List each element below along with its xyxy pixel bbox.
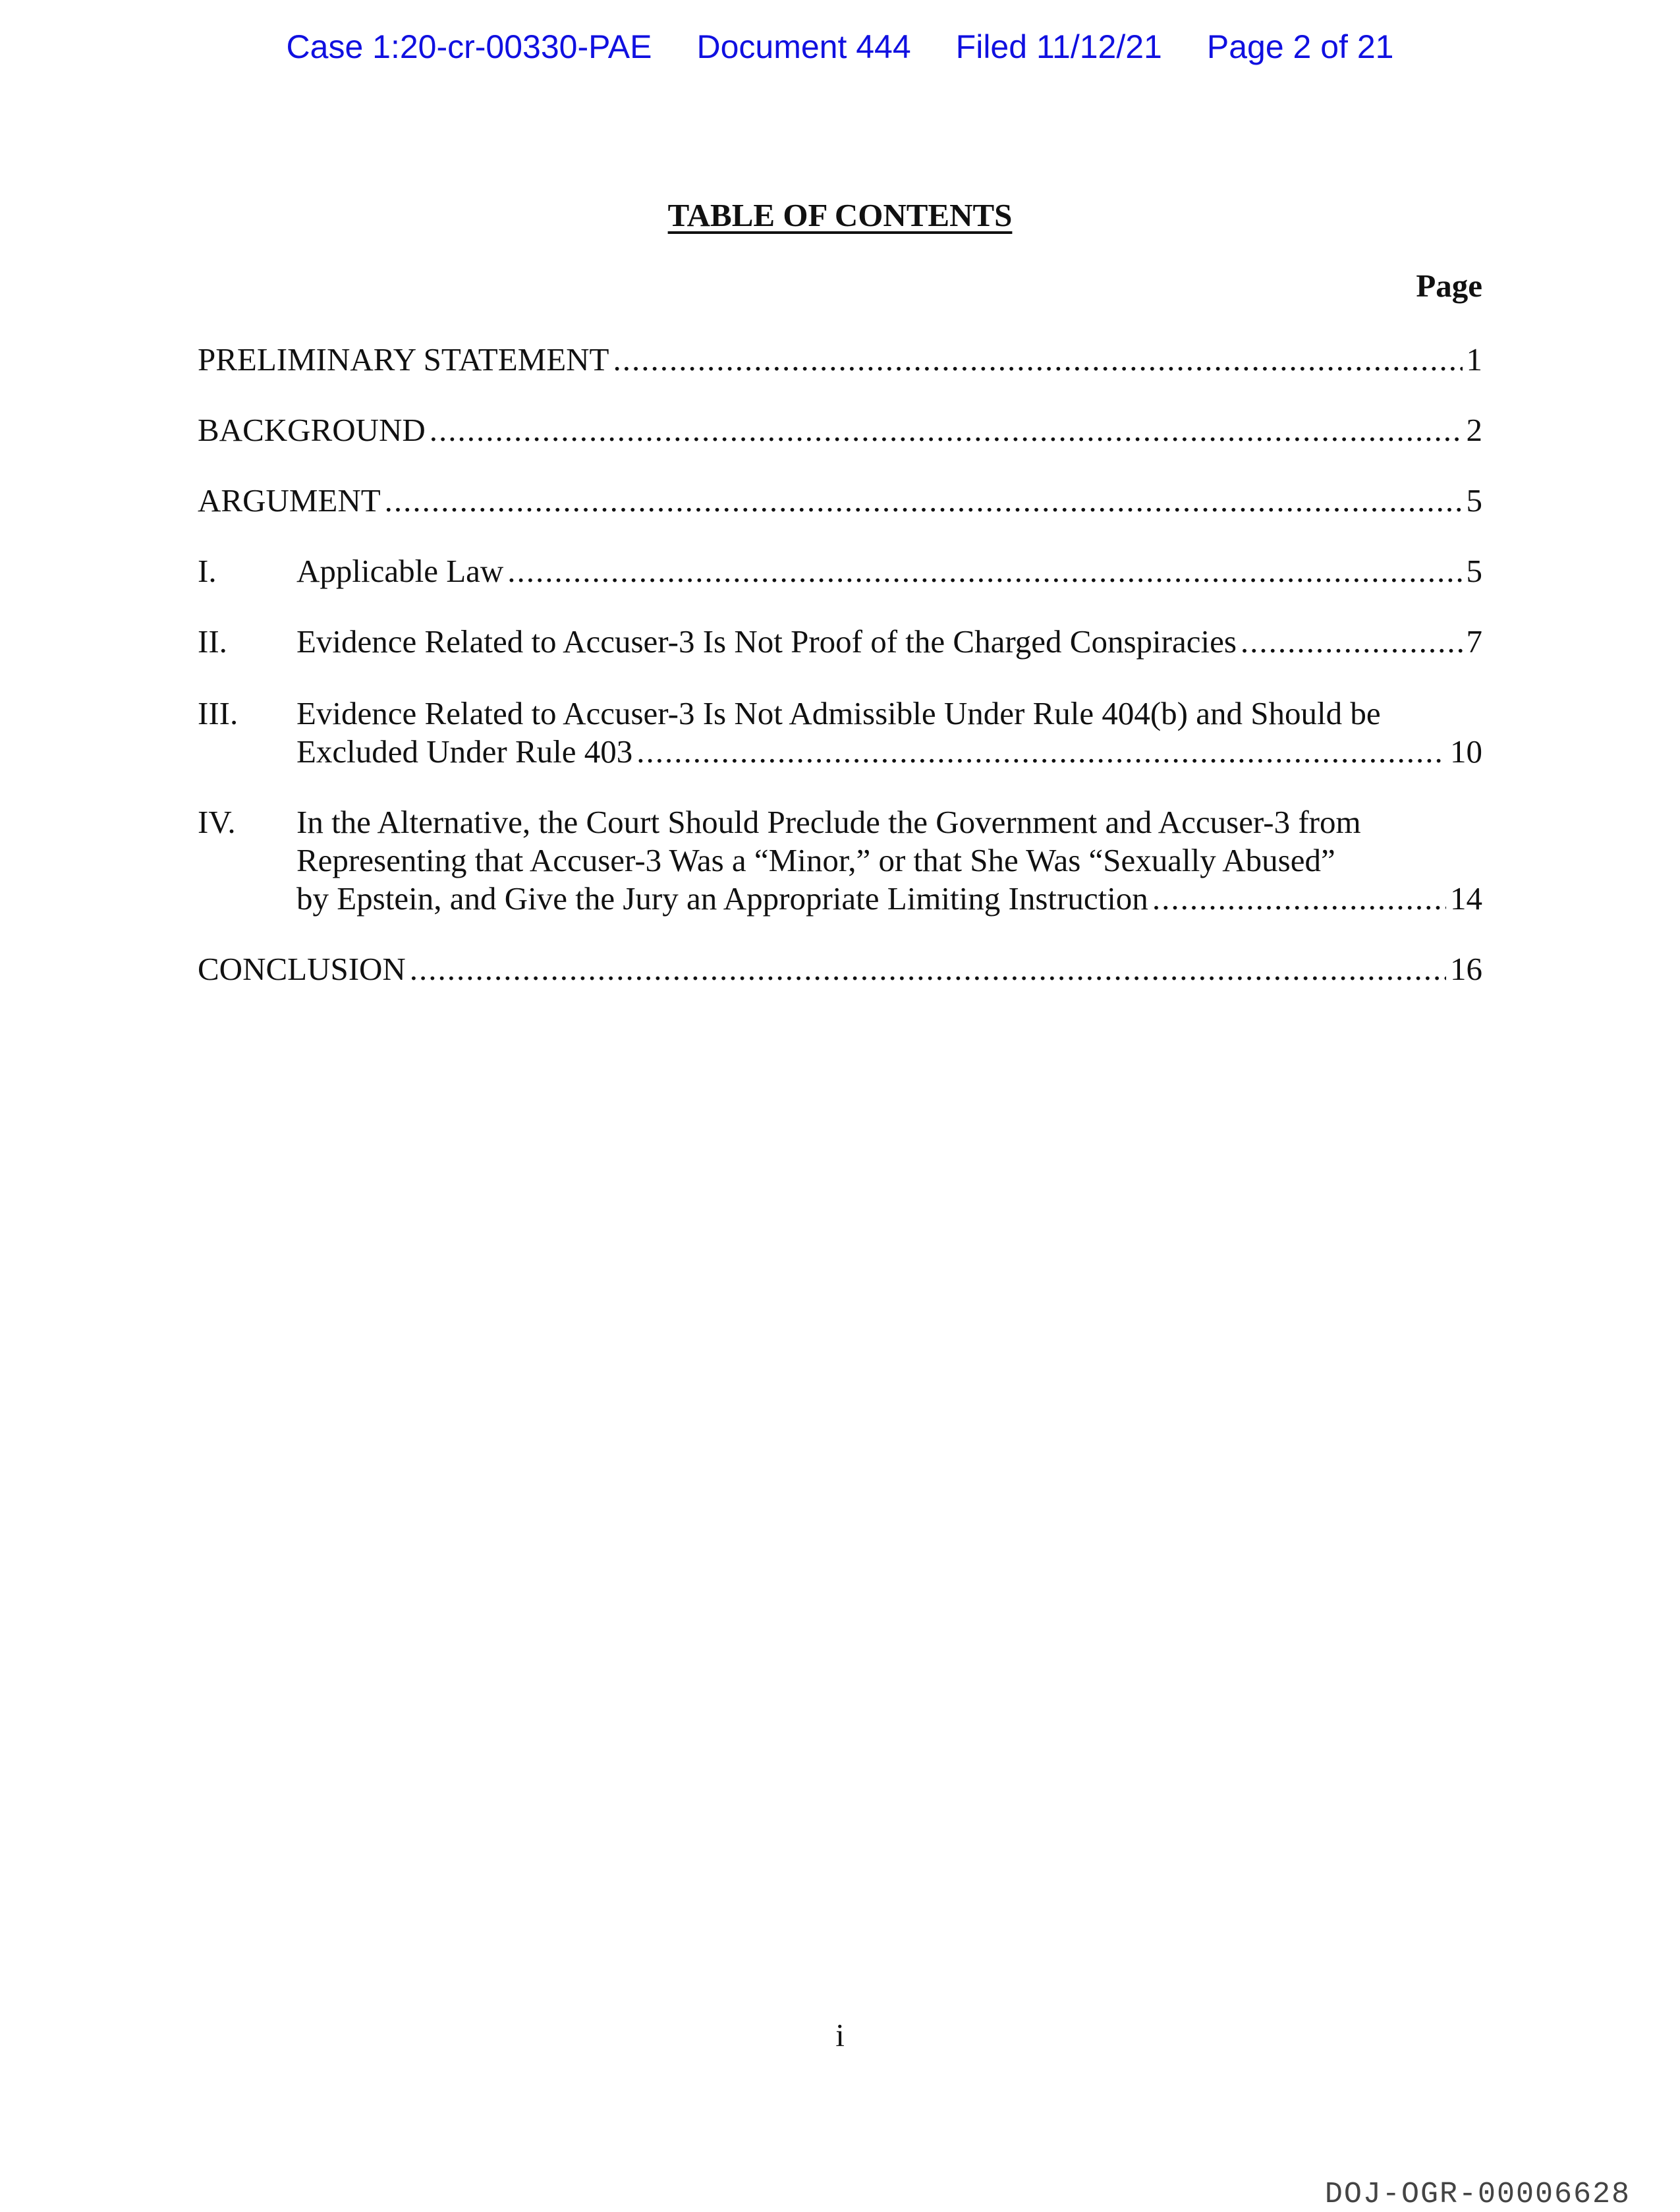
entry-page: 5 [1466, 553, 1482, 589]
entry-page: 16 [1450, 951, 1482, 987]
dot-leader [636, 733, 1446, 771]
entry-page: 10 [1450, 733, 1482, 770]
toc-entry [198, 411, 1482, 449]
entry-text: CONCLUSION [198, 951, 406, 987]
ecf-header [0, 28, 1680, 66]
toc-entry [198, 695, 1482, 771]
bates-number: DOJ-OGR-00006628 [1324, 2178, 1631, 2211]
document-number: Document 444 [696, 28, 911, 65]
entry-page: 14 [1450, 880, 1482, 917]
entry-text: Evidence Related to Accuser-3 Is Not Admissible Under Rule 404(b) and Should be [296, 695, 1381, 731]
dot-leader [385, 482, 1463, 520]
dot-leader [410, 950, 1446, 988]
entry-text: Excluded Under Rule 403 [296, 733, 633, 770]
case-number: Case 1:20-cr-00330-PAE [286, 28, 652, 65]
entry-text: PRELIMINARY STATEMENT [198, 341, 609, 378]
entry-number: I. [198, 553, 217, 589]
dot-leader [430, 411, 1463, 449]
entry-number: IV. [198, 804, 236, 840]
page-number: i [835, 2017, 845, 2053]
entry-number: III. [198, 695, 238, 731]
dot-leader [507, 552, 1462, 590]
page-count: Page 2 of 21 [1206, 28, 1394, 65]
entry-text: by Epstein, and Give the Jury an Appropriate Limiting Instruction [296, 880, 1148, 917]
entry-text: Representing that Accuser-3 Was a “Minor,” or that She Was “Sexually Abused” [296, 842, 1335, 878]
dot-leader [1241, 623, 1463, 661]
dot-leader [613, 341, 1462, 379]
entry-page: 1 [1466, 341, 1482, 378]
page-title [0, 196, 1680, 234]
entry-text: In the Alternative, the Court Should Preclude the Government and Accuser-3 from [296, 804, 1361, 840]
toc-entry [198, 950, 1482, 988]
title-text: TABLE OF CONTENTS [667, 197, 1013, 233]
toc-entry [198, 803, 1482, 918]
toc-entry [198, 623, 1482, 661]
entry-text: ARGUMENT [198, 482, 381, 519]
entry-page: 7 [1466, 623, 1482, 660]
toc-entry [198, 482, 1482, 520]
filed-date: Filed 11/12/21 [955, 28, 1162, 65]
entry-text: Applicable Law [296, 553, 504, 589]
entry-page: 5 [1466, 482, 1482, 519]
dot-leader [1152, 880, 1446, 918]
entry-text: Evidence Related to Accuser-3 Is Not Proof of the Charged Conspiracies [296, 623, 1237, 660]
page-column-label: Page [1416, 268, 1482, 304]
toc-entry [198, 341, 1482, 379]
entry-number: II. [198, 623, 227, 660]
entry-page: 2 [1466, 412, 1482, 448]
toc-entry [198, 552, 1482, 590]
entry-text: BACKGROUND [198, 412, 426, 448]
